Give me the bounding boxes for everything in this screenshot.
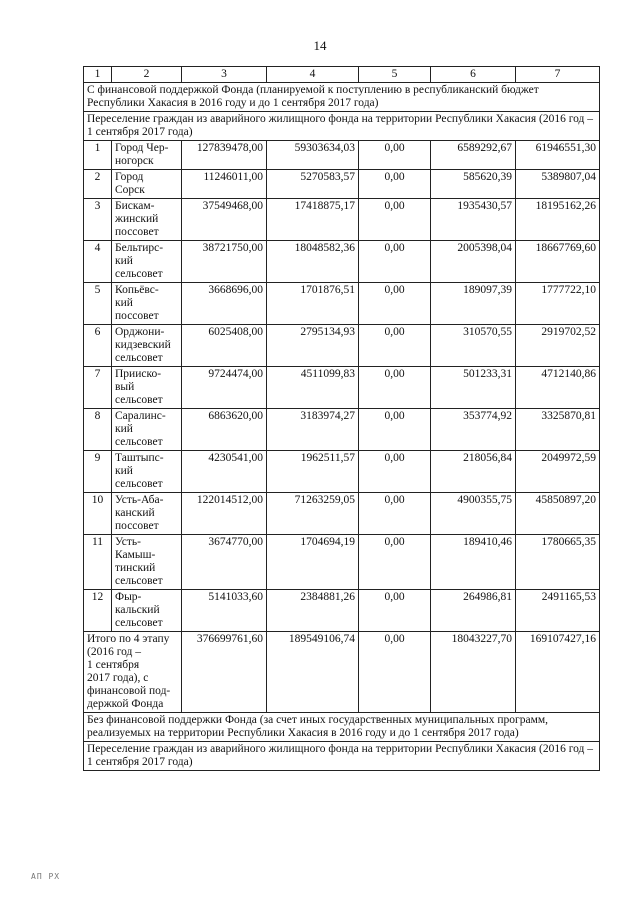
value-col3: 4230541,00 — [182, 451, 267, 493]
value-col6: 4900355,75 — [431, 493, 516, 535]
value-col5: 0,00 — [359, 325, 431, 367]
total-label: Итого по 4 этапу (2016 год – 1 сентября 2017 года), с финансовой под- держкой Фонда — [84, 632, 182, 713]
value-col4: 59303634,03 — [267, 141, 359, 170]
municipality-name: Саралинс- кий сельсовет — [112, 409, 182, 451]
total-col3: 376699761,60 — [182, 632, 267, 713]
subsection-row-resettlement — [84, 112, 600, 141]
municipality-name: Фыр- кальский сельсовет — [112, 590, 182, 632]
row-number: 4 — [84, 241, 112, 283]
total-col6: 18043227,70 — [431, 632, 516, 713]
value-col7: 2919702,52 — [516, 325, 600, 367]
row-number: 3 — [84, 199, 112, 241]
municipality-name: Город Чер- ногорск — [112, 141, 182, 170]
value-col3: 3668696,00 — [182, 283, 267, 325]
row-number: 6 — [84, 325, 112, 367]
table-row — [84, 283, 600, 325]
resettlement-table — [83, 66, 600, 771]
total-col5: 0,00 — [359, 632, 431, 713]
table-row — [84, 535, 600, 590]
value-col3: 5141033,60 — [182, 590, 267, 632]
row-number: 7 — [84, 367, 112, 409]
value-col4: 71263259,05 — [267, 493, 359, 535]
value-col3: 6863620,00 — [182, 409, 267, 451]
row-number: 2 — [84, 170, 112, 199]
value-col4: 18048582,36 — [267, 241, 359, 283]
column-header: 2 — [112, 67, 182, 83]
municipality-name: Орджони- кидзевский сельсовет — [112, 325, 182, 367]
table-row — [84, 170, 600, 199]
subsection-resettlement-2-text: Переселение граждан из аварийного жилищного фонда на территории Республики Хакасия (2016 год – 1 сентября 2017 года) — [84, 742, 600, 771]
section-row-without-fund — [84, 713, 600, 742]
municipality-name: Бельтирс- кий сельсовет — [112, 241, 182, 283]
value-col5: 0,00 — [359, 170, 431, 199]
value-col3: 127839478,00 — [182, 141, 267, 170]
value-col4: 2795134,93 — [267, 325, 359, 367]
column-header: 3 — [182, 67, 267, 83]
municipality-name: Усть- Камыш- тинский сельсовет — [112, 535, 182, 590]
column-header: 6 — [431, 67, 516, 83]
value-col4: 17418875,17 — [267, 199, 359, 241]
value-col4: 5270583,57 — [267, 170, 359, 199]
subsection-resettlement-text: Переселение граждан из аварийного жилищного фонда на территории Республики Хакасия (2016 год – 1 сентября 2017 года) — [84, 112, 600, 141]
value-col6: 353774,92 — [431, 409, 516, 451]
value-col7: 1780665,35 — [516, 535, 600, 590]
municipality-name: Город Сорск — [112, 170, 182, 199]
section-without-fund-text: Без финансовой поддержки Фонда (за счет иных государственных муниципальных программ, реализуемых на территории Республики Хакасия в 2016 году и до 1 сентября 2017 года) — [84, 713, 600, 742]
value-col7: 2491165,53 — [516, 590, 600, 632]
value-col4: 4511099,83 — [267, 367, 359, 409]
municipality-name: Копьёвс- кий поссовет — [112, 283, 182, 325]
value-col4: 1701876,51 — [267, 283, 359, 325]
value-col6: 585620,39 — [431, 170, 516, 199]
value-col5: 0,00 — [359, 241, 431, 283]
table-row — [84, 493, 600, 535]
value-col3: 3674770,00 — [182, 535, 267, 590]
subsection-row-resettlement-2 — [84, 742, 600, 771]
row-number: 8 — [84, 409, 112, 451]
column-header: 4 — [267, 67, 359, 83]
value-col7: 18195162,26 — [516, 199, 600, 241]
value-col3: 6025408,00 — [182, 325, 267, 367]
section-with-fund-text: С финансовой поддержкой Фонда (планируемой к поступлению в республиканский бюджет Республики Хакасия в 2016 году и до 1 сентября 2017 года) — [84, 83, 600, 112]
value-col7: 5389807,04 — [516, 170, 600, 199]
value-col3: 11246011,00 — [182, 170, 267, 199]
value-col5: 0,00 — [359, 493, 431, 535]
archive-stamp-mark: АП РХ — [31, 872, 61, 881]
column-header: 5 — [359, 67, 431, 83]
value-col7: 18667769,60 — [516, 241, 600, 283]
value-col3: 38721750,00 — [182, 241, 267, 283]
value-col5: 0,00 — [359, 199, 431, 241]
value-col4: 1704694,19 — [267, 535, 359, 590]
value-col7: 3325870,81 — [516, 409, 600, 451]
column-header: 1 — [84, 67, 112, 83]
row-number: 12 — [84, 590, 112, 632]
total-row — [84, 632, 600, 713]
value-col5: 0,00 — [359, 409, 431, 451]
table-row — [84, 241, 600, 283]
value-col7: 2049972,59 — [516, 451, 600, 493]
value-col3: 37549468,00 — [182, 199, 267, 241]
municipality-name: Усть-Аба- канский поссовет — [112, 493, 182, 535]
value-col7: 61946551,30 — [516, 141, 600, 170]
row-number: 5 — [84, 283, 112, 325]
value-col7: 45850897,20 — [516, 493, 600, 535]
value-col5: 0,00 — [359, 590, 431, 632]
value-col4: 1962511,57 — [267, 451, 359, 493]
municipality-name: Бискам- жинский поссовет — [112, 199, 182, 241]
value-col7: 1777722,10 — [516, 283, 600, 325]
section-row-with-fund — [84, 83, 600, 112]
value-col5: 0,00 — [359, 141, 431, 170]
table-row — [84, 409, 600, 451]
table-row — [84, 590, 600, 632]
value-col6: 1935430,57 — [431, 199, 516, 241]
value-col6: 501233,31 — [431, 367, 516, 409]
value-col6: 310570,55 — [431, 325, 516, 367]
page-number: 14 — [313, 38, 327, 53]
value-col6: 189410,46 — [431, 535, 516, 590]
table-row — [84, 451, 600, 493]
total-col4: 189549106,74 — [267, 632, 359, 713]
value-col6: 218056,84 — [431, 451, 516, 493]
value-col4: 2384881,26 — [267, 590, 359, 632]
value-col6: 189097,39 — [431, 283, 516, 325]
total-col7: 169107427,16 — [516, 632, 600, 713]
row-number: 11 — [84, 535, 112, 590]
value-col6: 2005398,04 — [431, 241, 516, 283]
value-col6: 264986,81 — [431, 590, 516, 632]
row-number: 1 — [84, 141, 112, 170]
municipality-name: Прииско- вый сельсовет — [112, 367, 182, 409]
value-col3: 122014512,00 — [182, 493, 267, 535]
municipality-name: Таштыпс- кий сельсовет — [112, 451, 182, 493]
table-row — [84, 199, 600, 241]
value-col7: 4712140,86 — [516, 367, 600, 409]
value-col5: 0,00 — [359, 283, 431, 325]
table-row — [84, 141, 600, 170]
column-header: 7 — [516, 67, 600, 83]
column-number-row — [84, 67, 600, 83]
value-col6: 6589292,67 — [431, 141, 516, 170]
value-col3: 9724474,00 — [182, 367, 267, 409]
row-number: 9 — [84, 451, 112, 493]
value-col5: 0,00 — [359, 451, 431, 493]
row-number: 10 — [84, 493, 112, 535]
table-row — [84, 325, 600, 367]
value-col4: 3183974,27 — [267, 409, 359, 451]
table-row — [84, 367, 600, 409]
value-col5: 0,00 — [359, 535, 431, 590]
value-col5: 0,00 — [359, 367, 431, 409]
